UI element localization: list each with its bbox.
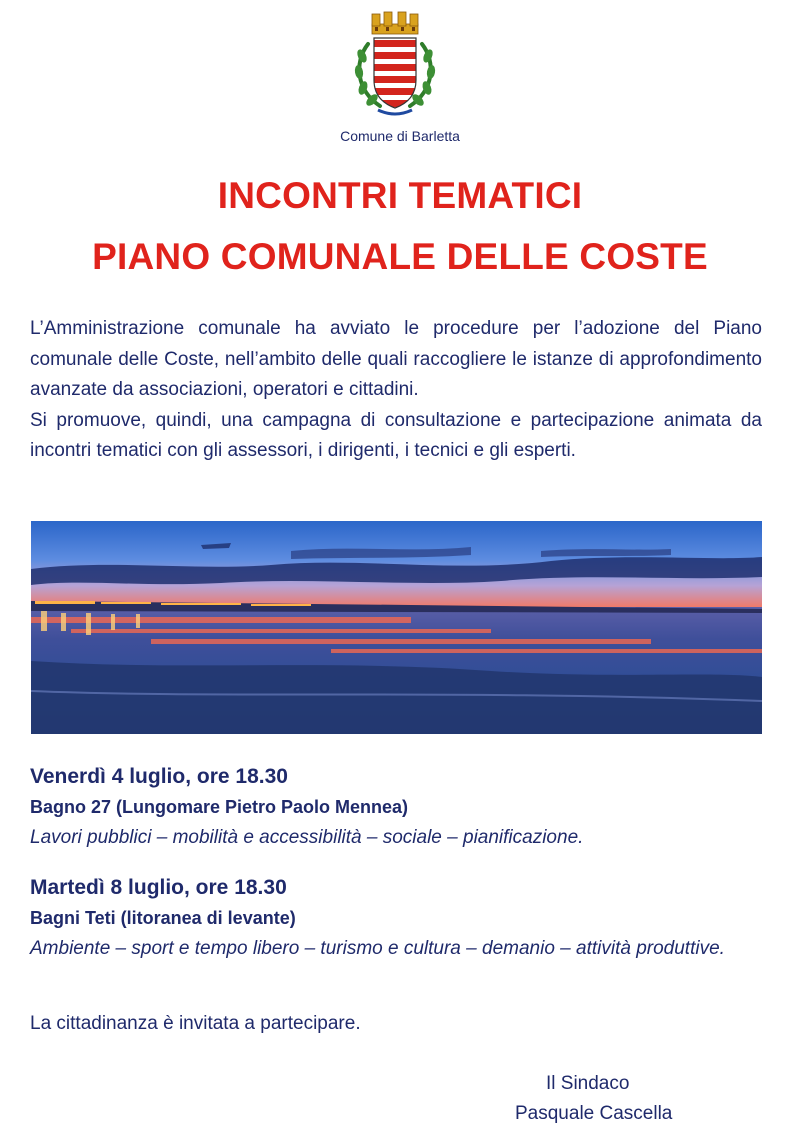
page-title-line1: INCONTRI TEMATICI [217, 175, 583, 216]
event-1-place: Bagno 27 (Lungomare Pietro Paolo Mennea) [30, 797, 409, 817]
invitation-text: La cittadinanza è invitata a partecipare. [30, 1013, 361, 1034]
event-2-place: Bagni Teti (litoranea di levante) [30, 908, 296, 928]
intro-paragraph-2: Si promuove, quindi, una campagna di consultazione e partecipazione animata da incontri tematici con gli assessori, i dirigenti, i tecnici e gli esperti. [30, 409, 762, 461]
event-1-topics: Lavori pubblici – mobilità e accessibilità – sociale – pianificazione. [30, 827, 584, 848]
municipality-name: Comune di Barletta [340, 128, 460, 144]
intro-paragraph-1: L’Amministrazione comunale ha avviato le procedure per l’adozione del Piano comunale delle Coste, nell’ambito delle quali raccogliere le istanze di approfondimento avanzate da associazioni, operatori e cittadini. [30, 318, 762, 400]
signature-name: Pasquale Cascella [515, 1103, 673, 1124]
event-1 [30, 762, 762, 853]
event-2-topics: Ambiente – sport e tempo libero – turismo e cultura – demanio – attività produttive. [30, 938, 725, 959]
page-title-line2: PIANO COMUNALE DELLE COSTE [92, 236, 708, 277]
intro-text [30, 314, 762, 467]
event-1-date: Venerdì 4 luglio, ore 18.30 [30, 765, 288, 788]
seaside-sunset-photo [31, 521, 762, 734]
event-2 [30, 873, 762, 964]
signature-role: Il Sindaco [546, 1073, 630, 1094]
event-2-date: Martedì 8 luglio, ore 18.30 [30, 876, 287, 899]
municipal-crest-icon [350, 10, 440, 122]
